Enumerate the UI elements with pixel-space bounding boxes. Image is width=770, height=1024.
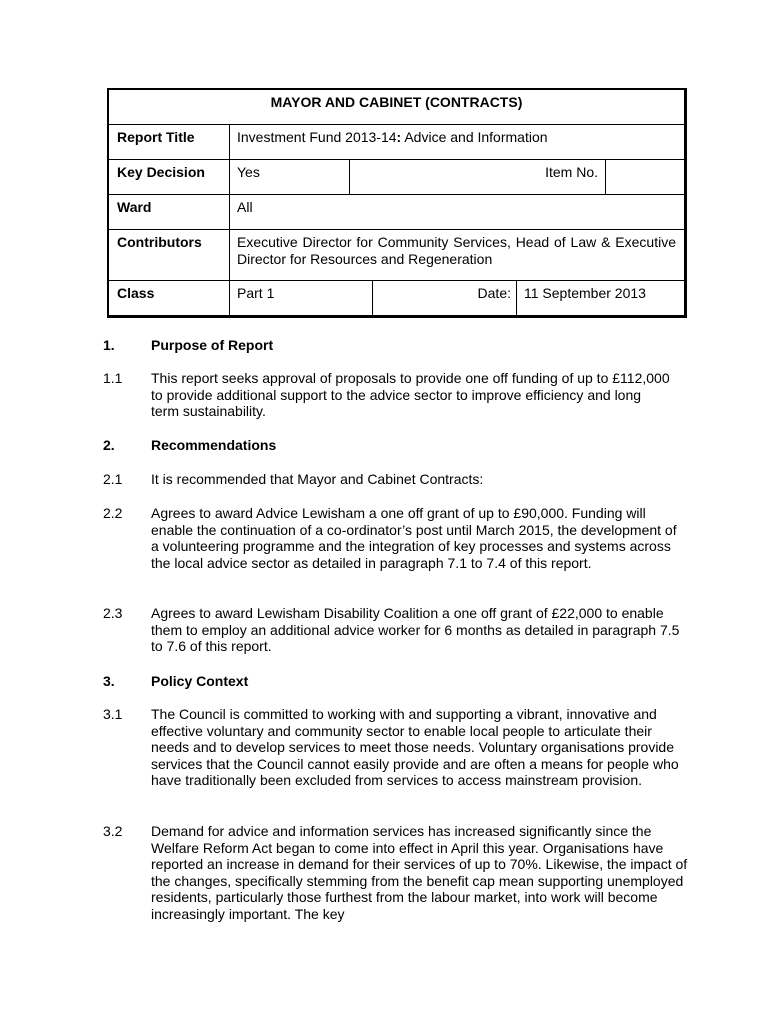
paragraph-text: Demand for advice and information services has increased significantly since the Welfare Reform Act began to come into effect in April this year. Organisations have reported an increase in demand for their services of up to 70%. Likewise, the impact of the changes, specifically stemming from the benefit cap mean supporting unemployed residents, particularly those furthest from the labour market, into work will become increasingly important. The key <box>151 823 688 922</box>
date-label: Date: <box>373 281 517 315</box>
paragraph-text: This report seeks approval of proposals to provide one off funding of up to £112,000 to provide additional support to the advice sector to improve efficiency and long term sustainability. <box>151 370 670 419</box>
key-decision-value: Yes <box>230 160 350 194</box>
section-3-heading <box>103 673 690 690</box>
cover-table <box>107 88 687 318</box>
class-value: Part 1 <box>230 281 373 315</box>
section-number: 2. <box>103 437 115 453</box>
paragraph-1-1 <box>103 370 690 420</box>
ward-value: All <box>237 199 253 215</box>
paragraph-text: Agrees to award Lewisham Disability Coalition a one off grant of £22,000 to enable them to employ an additional advice worker for 6 months as detailed in paragraph 7.5 to 7.6 of this report. <box>151 605 680 654</box>
section-2-heading <box>103 437 690 454</box>
paragraph-number: 2.1 <box>103 471 123 487</box>
paragraph-2-1 <box>103 471 690 488</box>
report-title-text: Investment Fund 2013-14 <box>237 129 397 145</box>
class-label: Class <box>109 281 230 315</box>
cover-header: MAYOR AND CABINET (CONTRACTS) <box>109 90 684 125</box>
ward-row <box>109 195 684 230</box>
section-title: Purpose of Report <box>151 337 274 353</box>
report-title-value <box>230 125 684 159</box>
report-title-row <box>109 125 684 160</box>
section-1-heading <box>103 337 690 354</box>
paragraph-number: 2.3 <box>103 605 123 621</box>
item-no-label: Item No. <box>350 160 606 194</box>
contributors-value: Executive Director for Community Services, Head of Law & Executive Director for Resources and Regeneration <box>237 234 676 267</box>
section-number: 3. <box>103 673 115 689</box>
date-value: 11 September 2013 <box>524 285 646 301</box>
report-title-colon: : <box>396 129 402 145</box>
section-title: Recommendations <box>151 437 277 453</box>
paragraph-number: 3.2 <box>103 823 123 839</box>
paragraph-3-1 <box>103 706 690 789</box>
paragraph-number: 1.1 <box>103 370 123 386</box>
paragraph-number: 3.1 <box>103 706 123 722</box>
item-no-value <box>606 160 684 194</box>
paragraph-number: 2.2 <box>103 505 123 521</box>
contributors-row <box>109 230 684 281</box>
paragraph-text: The Council is committed to working with and supporting a vibrant, innovative and effective voluntary and community sector to enable local people to articulate their needs and to develop services to meet those needs. Voluntary organisations provide services that the Council cannot easily provide and are often a means for people who have traditionally been excluded from services to access mainstream provision. <box>151 706 679 788</box>
section-number: 1. <box>103 337 115 353</box>
section-title: Policy Context <box>151 673 249 689</box>
report-title-label: Report Title <box>109 125 230 159</box>
class-row <box>109 281 684 315</box>
ward-label: Ward <box>109 195 230 229</box>
key-decision-label: Key Decision <box>109 160 230 194</box>
paragraph-3-2 <box>103 823 690 922</box>
paragraph-2-3 <box>103 605 690 655</box>
key-decision-row <box>109 160 684 195</box>
report-title-subtitle: Advice and Information <box>401 129 548 145</box>
paragraph-text: Agrees to award Advice Lewisham a one off grant of up to £90,000. Funding will enable the continuation of a co-ordinator’s post until March 2015, the development of a volunteering programme and the integration of key processes and systems across the local advice sector as detailed in paragraph 7.1 to 7.4 of this report. <box>151 505 677 571</box>
paragraph-text: It is recommended that Mayor and Cabinet Contracts: <box>151 471 484 487</box>
contributors-label: Contributors <box>109 230 230 280</box>
paragraph-2-2 <box>103 505 690 571</box>
